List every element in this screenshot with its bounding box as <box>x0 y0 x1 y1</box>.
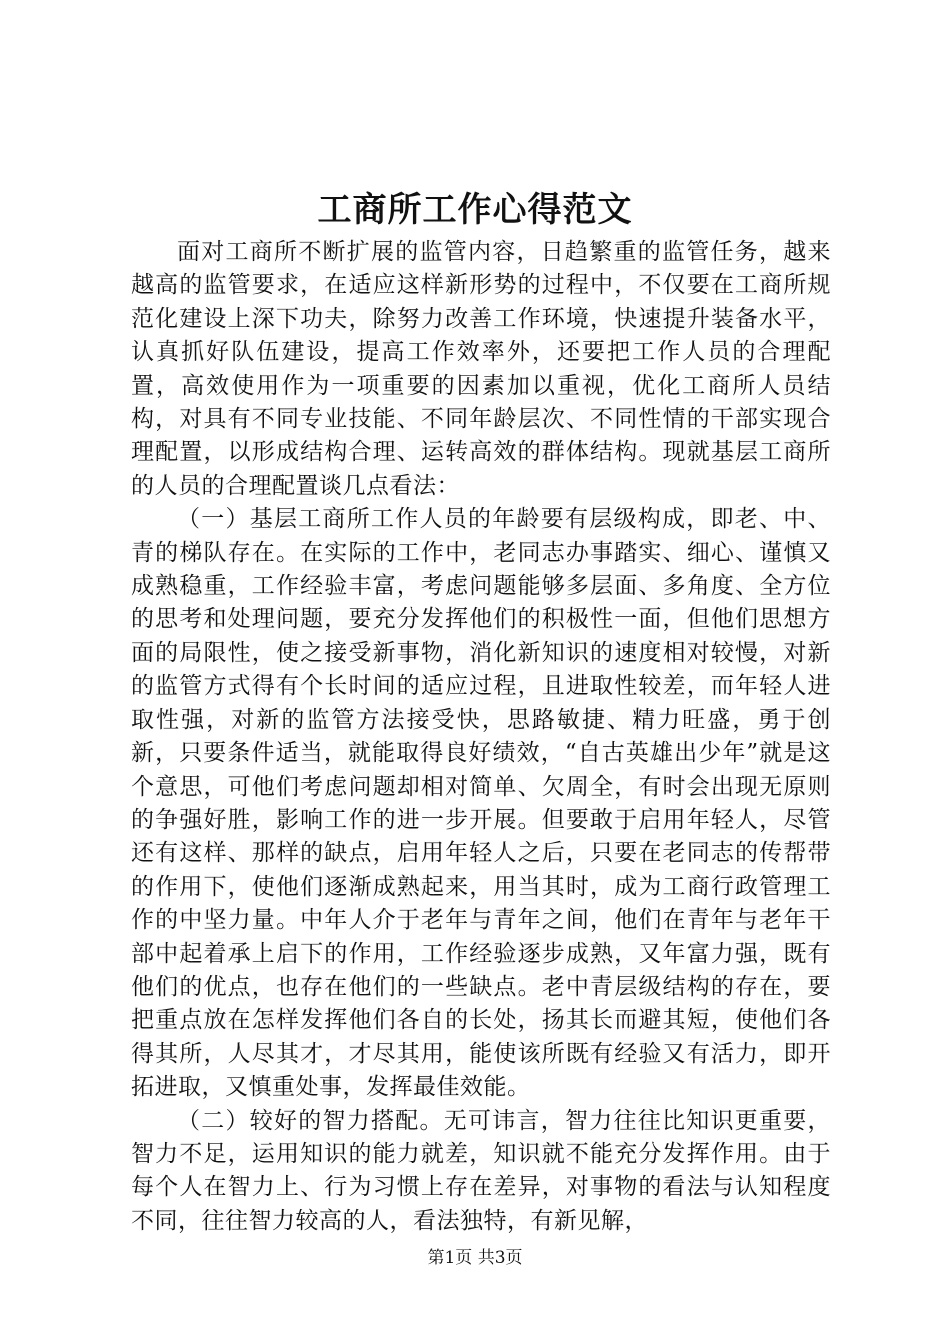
paragraph-intellect: （二）较好的智力搭配。无可讳言，智力往往比知识更重要，智力不足，运用知识的能力就差，知识就不能充分发挥作用。由于每个人在智力上、行为习惯上存在差异，对事物的看法与认知程度不同，往往智力较高的人，看法独特，有新见解， <box>131 1107 831 1234</box>
document-body <box>131 236 831 1238</box>
paragraph-intro: 面对工商所不断扩展的监管内容，日趋繁重的监管任务，越来越高的监管要求，在适应这样新形势的过程中，不仅要在工商所规范化建设上深下功夫，除努力改善工作环境，快速提升装备水平，认真抓好队伍建设，提高工作效率外，还要把工作人员的合理配置，高效使用作为一项重要的因素加以重视，优化工商所人员结构，对具有不同专业技能、不同年龄层次、不同性情的干部实现合理配置，以形成结构合理、运转高效的群体结构。现就基层工商所的人员的合理配置谈几点看法： <box>131 239 831 499</box>
page-footer: 第1页 共3页 <box>427 1248 523 1268</box>
paragraph-age-structure: （一）基层工商所工作人员的年龄要有层级构成，即老、中、青的梯队存在。在实际的工作中，老同志办事踏实、细心、谨慎又成熟稳重，工作经验丰富，考虑问题能够多层面、多角度、全方位的思考和处理问题，要充分发挥他们的积极性一面，但他们思想方面的局限性，使之接受新事物，消化新知识的速度相对较慢，对新的监管方式得有个长时间的适应过程，且进取性较差，而年轻人进取性强，对新的监管方法接受快，思路敏捷、精力旺盛，勇于创新，只要条件适当，就能取得良好绩效，“自古英雄出少年”就是这个意思，可他们考虑问题却相对简单、欠周全，有时会出现无原则的争强好胜，影响工作的进一步开展。但要敢于启用年轻人，尽管还有这样、那样的缺点，启用年轻人之后，只要在老同志的传帮带的作用下，使他们逐渐成熟起来，用当其时，成为工商行政管理工作的中坚力量。中年人介于老年与青年之间，他们在青年与老年干部中起着承上启下的作用，工作经验逐步成熟，又年富力强，既有他们的优点，也存在他们的一些缺点。老中青层级结构的存在，要把重点放在怎样发挥他们各自的长处，扬其长而避其短，使他们各得其所，人尽其才，才尽其用，能使该所既有经验又有活力，即开拓进取，又慎重处事，发挥最佳效能。 <box>131 506 831 1101</box>
document-title: 工商所工作心得范文 <box>317 190 633 230</box>
